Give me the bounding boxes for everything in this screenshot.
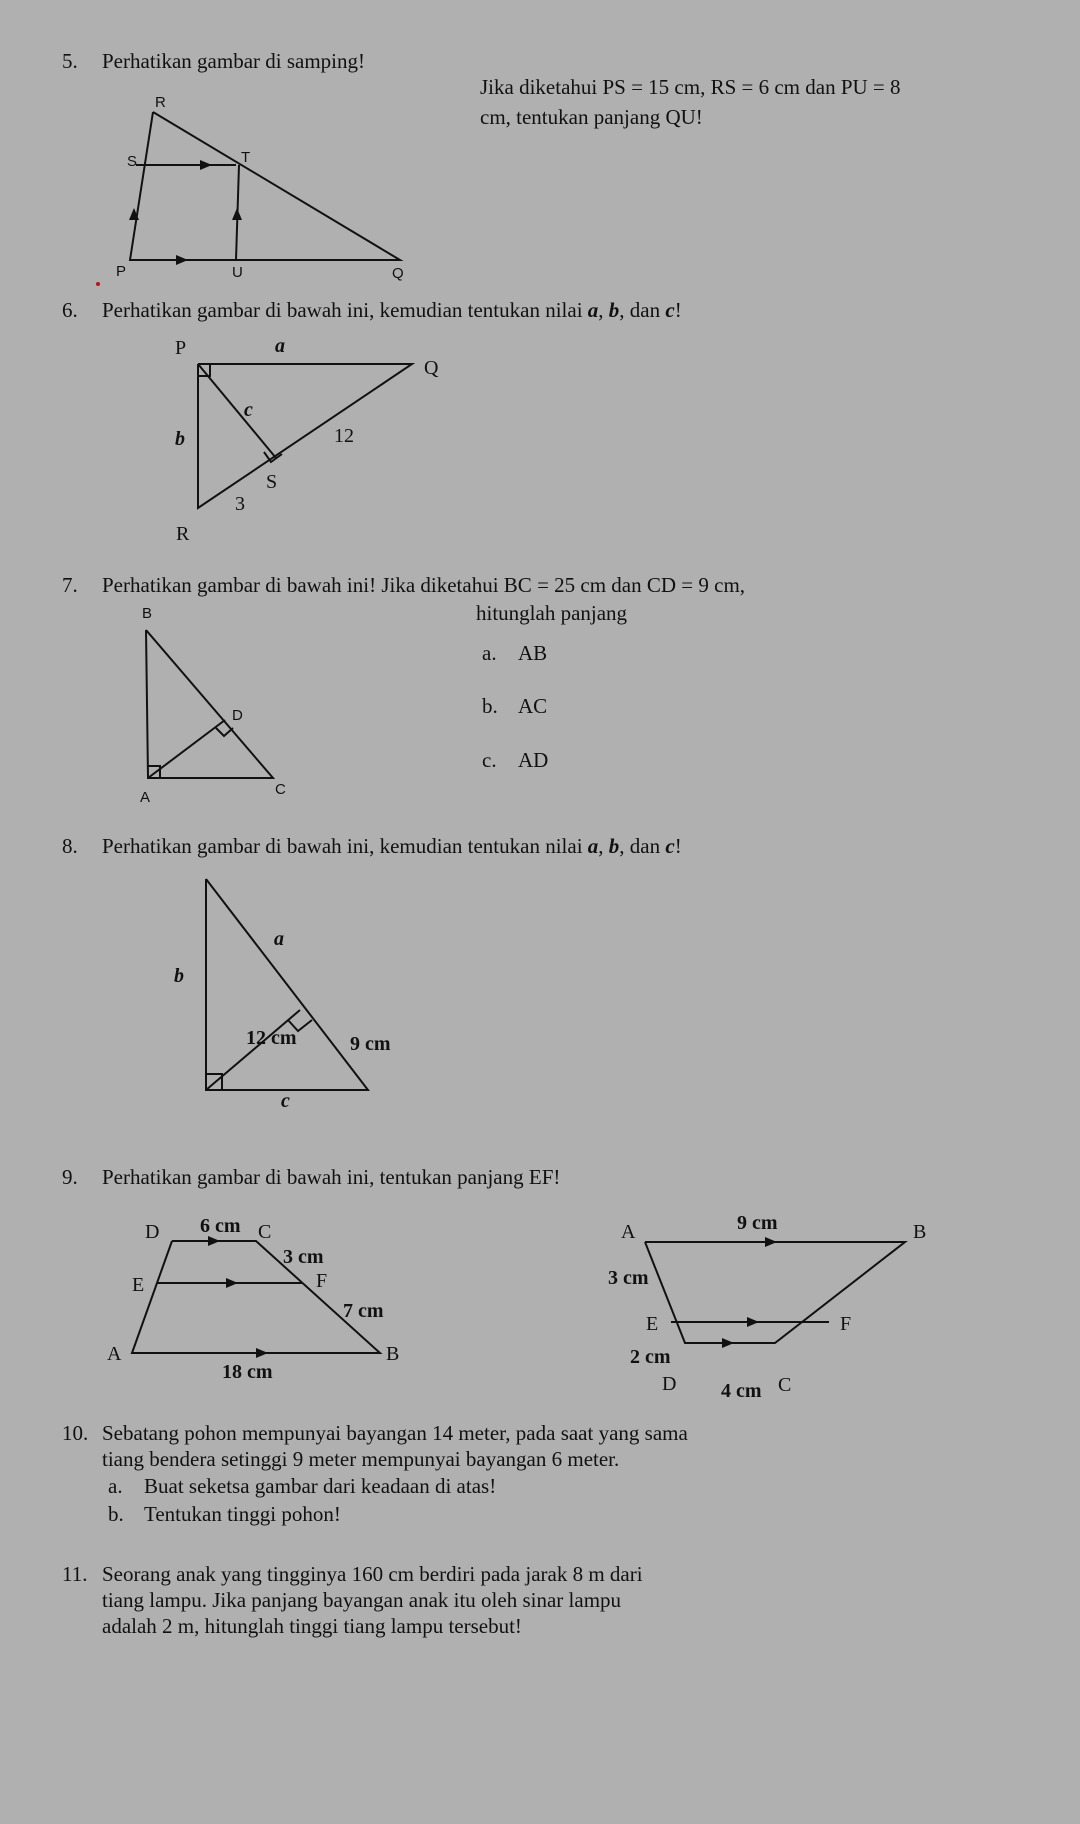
q5-label-p: P [115,263,126,280]
q6-triangle-edges [198,364,412,508]
q9-left-figure [100,1205,420,1385]
q5-label-q: Q [392,265,404,282]
q5-arrow-ut [232,208,242,220]
q9-left-arrow-dc [208,1236,220,1246]
q6-label-p: P [175,337,187,359]
q9-right-label-b: B [913,1221,927,1243]
q6-label-a: a [275,335,285,357]
q7-item-b-value: AC [518,694,548,718]
q9-right-arrow-ab [765,1237,777,1247]
q9-right-label-3cm: 3 cm [608,1267,649,1289]
q6-number: 6. [62,298,78,322]
q9-right-label-d: D [662,1373,677,1395]
q5-label-s: S [126,153,137,170]
q5-given-line2: cm, tentukan panjang QU! [480,105,703,129]
q6-label-q: Q [424,357,439,379]
q9-left-label-6cm: 6 cm [200,1215,241,1237]
q8-label-12cm: 12 cm [246,1027,297,1049]
q9-right-label-a: A [621,1221,636,1243]
q11-line3: adalah 2 m, hitunglah tinggi tiang lampu tersebut! [102,1614,522,1638]
q5-figure [110,90,430,290]
q7-item-a-value: AB [518,641,548,665]
q11-line1: Seorang anak yang tingginya 160 cm berdiri pada jarak 8 m dari [102,1562,643,1586]
q10-line2: tiang bendera setinggi 9 meter mempunyai bayangan 6 meter. [102,1447,620,1471]
q7-figure [120,600,300,810]
q7-right-angle-d [216,728,233,736]
q9-left-label-a: A [107,1343,122,1365]
q9-left-label-3cm: 3 cm [283,1246,324,1268]
q7-item-b-letter: b. [482,694,498,718]
q9-right-arrow-ef [747,1317,759,1327]
q8-question: Perhatikan gambar di bawah ini, kemudian tentukan nilai a, b, dan c! [102,834,682,858]
q5-question: Perhatikan gambar di samping! [102,49,366,73]
q7-label-a: A [140,789,151,806]
q9-left-label-f: F [316,1270,328,1292]
q6-label-b: b [175,428,185,450]
q10-item-b-letter: b. [108,1502,124,1526]
q10-item-a-value: Buat seketsa gambar dari keadaan di atas! [144,1474,497,1498]
q7-item-c-value: AD [518,748,549,772]
q7-label-d: D [232,707,243,724]
q6-label-12: 12 [334,425,354,447]
q9-right-figure [600,1205,950,1405]
q5-arrow-pq [176,255,188,265]
q9-left-label-e: E [132,1274,145,1296]
q9-left-label-b: B [386,1343,400,1365]
q7-label-b: B [142,605,153,622]
q6-label-r: R [176,523,190,545]
q6-label-s: S [266,471,278,493]
q9-right-trapezoid [645,1242,905,1343]
q9-left-label-7cm: 7 cm [343,1300,384,1322]
q5-label-t: T [241,149,251,166]
q8-label-b: b [174,965,184,987]
q8-triangle-edges [206,879,368,1090]
q6-figure [160,330,460,550]
q6-label-3: 3 [235,493,245,515]
q8-figure [160,870,410,1120]
q10-item-b-value: Tentukan tinggi pohon! [144,1502,341,1526]
q7-number: 7. [62,573,78,597]
q9-left-trapezoid [132,1241,380,1353]
q9-right-label-e: E [646,1313,659,1335]
q9-left-label-d: D [145,1221,160,1243]
q9-right-label-c: C [778,1374,792,1396]
q9-question: Perhatikan gambar di bawah ini, tentukan panjang EF! [102,1165,561,1189]
q11-line2: tiang lampu. Jika panjang bayangan anak itu oleh sinar lampu [102,1588,622,1612]
q9-left-label-c: C [258,1221,272,1243]
q7-question-line2: hitunglah panjang [476,601,628,625]
q9-right-label-f: F [840,1313,852,1335]
stray-red-dot [96,282,100,286]
q9-right-arrow-dc [722,1338,734,1348]
q5-arrow-st [200,160,212,170]
q9-right-label-9cm: 9 cm [737,1212,778,1234]
q10-number: 10. [62,1421,89,1445]
q7-item-a-letter: a. [482,641,497,665]
q7-item-c-letter: c. [482,748,497,772]
q6-question: Perhatikan gambar di bawah ini, kemudian tentukan nilai a, b, dan c! [102,298,682,322]
q7-triangle-edges [146,630,273,778]
q6-label-c: c [244,399,253,421]
q5-given-line1: Jika diketahui PS = 15 cm, RS = 6 cm dan PU = 8 [480,75,901,99]
q9-left-label-18cm: 18 cm [222,1361,273,1383]
q8-altitude [206,1010,300,1090]
q8-number: 8. [62,834,78,858]
q10-item-a-letter: a. [108,1474,123,1498]
q9-right-label-2cm: 2 cm [630,1346,671,1368]
q11-number: 11. [62,1562,88,1586]
q9-left-arrow-ab [256,1348,268,1358]
q5-number: 5. [62,49,78,73]
q5-triangle-edges [130,112,400,260]
q8-label-c: c [281,1090,290,1112]
q9-right-label-4cm: 4 cm [721,1380,762,1402]
q6-altitude-ps [198,364,276,458]
q5-label-r: R [155,94,166,111]
q8-label-a: a [274,928,284,950]
q7-label-c: C [275,781,286,798]
q9-left-arrow-ef [226,1278,238,1288]
q7-question: Perhatikan gambar di bawah ini! Jika diketahui BC = 25 cm dan CD = 9 cm, [102,573,746,597]
q9-number: 9. [62,1165,78,1189]
q5-label-u: U [232,264,243,281]
q10-line1: Sebatang pohon mempunyai bayangan 14 meter, pada saat yang sama [102,1421,688,1445]
q8-label-9cm: 9 cm [350,1033,391,1055]
